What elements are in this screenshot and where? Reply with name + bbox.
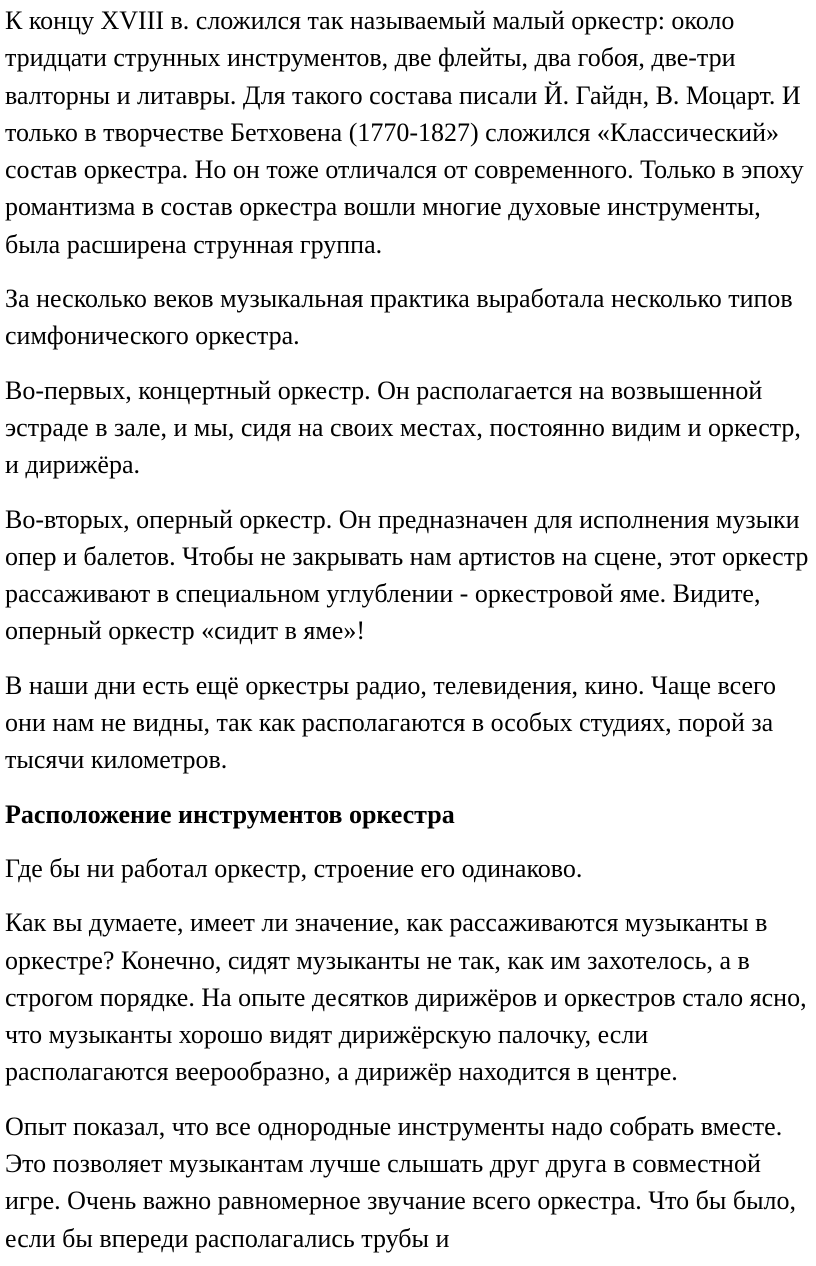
paragraph-grouping-instruments: Опыт показал, что все однородные инструменты надо собрать вместе. Это позволяет музыкантам лучше слышать друг друга в совместной игре. Очень важно равномерное звучание всего оркестра. Что бы было, если бы впереди располагались трубы и xyxy=(5,1111,797,1253)
paragraph-small-orchestra-history: К концу XVIII в. сложился так называемый малый оркестр: около тридцати струнных инструментов, две флейты, два гобоя, две-три валторны и литавры. Для такого состава писали Й. Гайдн, В. Моцарт. И только в творчестве Бетховена (1770-1827) сложился «Классический» состав оркестра. Но он тоже отличался от современного. Только в эпоху романтизма в состав оркестра вошли многие духовые инструменты, была расширена струнная группа. xyxy=(5,6,804,259)
paragraph-orchestra-types-intro: За несколько веков музыкальная практика выработала несколько типов симфонического оркестра. xyxy=(5,284,793,351)
paragraph-opera-orchestra: Во-вторых, оперный оркестр. Он предназначен для исполнения музыки опер и балетов. Чтобы не закрывать нам артистов на сцене, этот оркестр рассаживают в специальном углублении - оркестровой яме. Видите, оперный оркестр «сидит в яме»! xyxy=(5,504,809,646)
paragraph-media-orchestras: В наши дни есть ещё оркестры радио, телевидения, кино. Чаще всего они нам не видны, так как располагаются в особых студиях, порой за тысячи километров. xyxy=(5,670,777,775)
section-heading: Расположение инструментов оркестра xyxy=(5,799,455,829)
paragraph-same-structure: Где бы ни работал оркестр, строение его одинаково. xyxy=(5,853,583,883)
paragraph-seating-order: Как вы думаете, имеет ли значение, как рассаживаются музыканты в оркестре? Конечно, сидят музыканты не так, как им захотелось, а в строгом порядке. На опыте десятков дирижёров и оркестров стало ясно, что музыканты хорошо видят дирижёрскую палочку, если располагаются веерообразно, а дирижёр находится в центре. xyxy=(5,908,807,1087)
paragraph-concert-orchestra: Во-первых, концертный оркестр. Он располагается на возвышенной эстраде в зале, и мы, сидя на своих местах, постоянно видим и оркестр, и дирижёра. xyxy=(5,375,801,480)
